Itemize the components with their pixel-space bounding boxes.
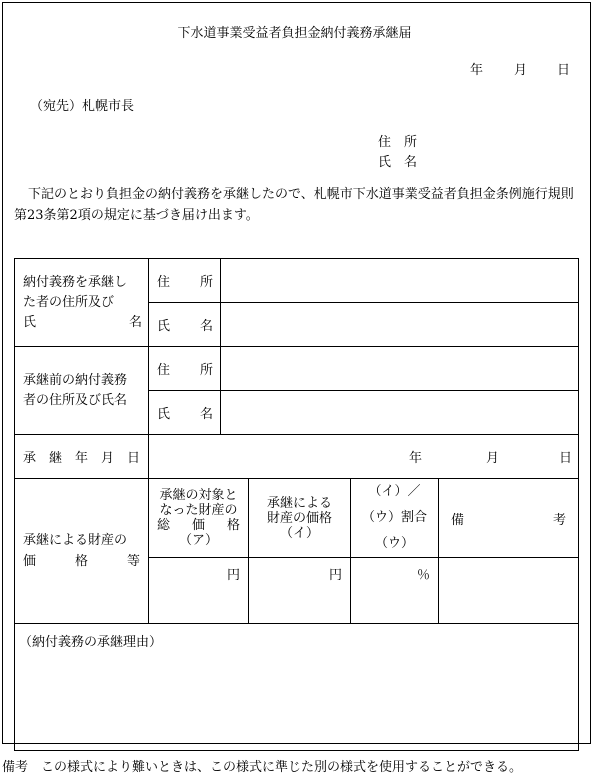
predecessor-name-field[interactable]: [221, 391, 579, 435]
col-d-header: 備 考: [439, 479, 579, 558]
form-title: 下水道事業受益者負担金納付義務承継届: [177, 26, 412, 41]
succession-reason-field[interactable]: [15, 624, 579, 751]
succession-date-label: 承 継 年 月 日: [15, 435, 149, 479]
successor-label-line1: 納付義務を承継し: [23, 274, 128, 290]
predecessor-address-field[interactable]: [221, 347, 579, 391]
succession-date-day: 日: [559, 451, 573, 466]
col-b-value-field[interactable]: 円: [249, 558, 351, 624]
successor-name-label: 氏 名: [149, 303, 221, 347]
form-table: [14, 258, 579, 751]
succession-reason-label: （納付義務の承継理由）: [19, 635, 163, 650]
succession-date-month: 月: [486, 451, 500, 466]
predecessor-label-cell: [15, 347, 149, 435]
submission-date-day: 日: [557, 63, 571, 78]
succession-date-field[interactable]: [149, 435, 579, 479]
predecessor-label-line1: 承継前の納付義務: [23, 372, 128, 388]
remarks-field[interactable]: [439, 558, 579, 624]
successor-label-cell: [15, 259, 149, 347]
addressee: （宛先）札幌市長: [30, 99, 135, 114]
footnote: 備考 この様式により難いときは、この様式に準じた別の様式を使用することができる。: [2, 760, 523, 775]
col-c-header: （イ）／（ウ）割合 （ウ）: [351, 479, 439, 558]
property-value-label-line1: 承継による財産の: [23, 533, 128, 548]
predecessor-address-label: 住 所: [149, 347, 221, 391]
successor-label-line2: た者の住所及び: [23, 294, 115, 310]
succession-date-year: 年: [409, 451, 423, 466]
body-text: 下記のとおり負担金の納付義務を承継したので、札幌市下水道事業受益者負担金条例施行規則第23条第2項の規定に基づき届け出ます。: [14, 187, 574, 223]
successor-address-label: 住 所: [149, 259, 221, 303]
predecessor-label-line2: 者の住所及び氏名: [23, 392, 128, 408]
successor-address-field[interactable]: [221, 259, 579, 303]
property-value-label-line2: 価 格 等: [23, 554, 140, 569]
applicant-name-label: 氏 名: [378, 155, 418, 170]
submission-date-month: 月: [514, 63, 528, 78]
predecessor-name-label: 氏 名: [149, 391, 221, 435]
submission-date-year: 年: [470, 63, 484, 78]
successor-name-field[interactable]: [221, 303, 579, 347]
property-value-label-cell: [15, 479, 149, 624]
col-a-header: 承継の対象と なった財産の 総 価 格 （ア）: [149, 479, 249, 558]
col-c-value-field[interactable]: ％: [351, 558, 439, 624]
applicant-address-label: 住 所: [378, 135, 418, 150]
col-b-header: 承継による 財産の価格 （イ）: [249, 479, 351, 558]
successor-label-line3: 氏 名: [23, 314, 142, 330]
col-a-value-field[interactable]: 円: [149, 558, 249, 624]
